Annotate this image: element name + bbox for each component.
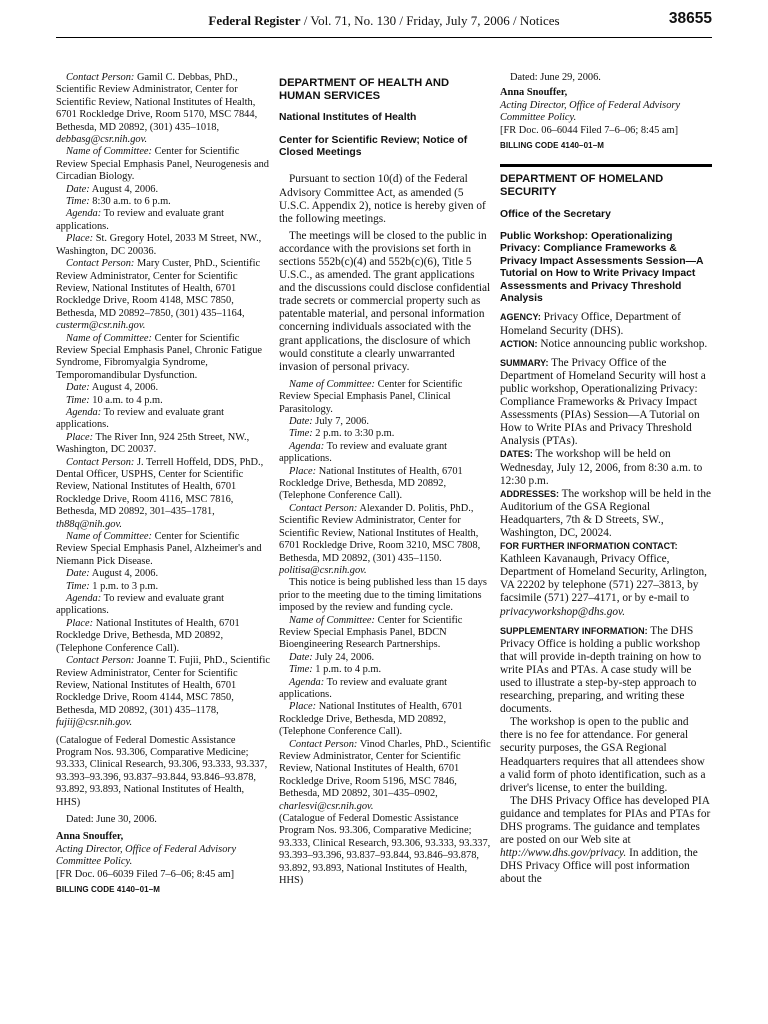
closure-paragraph: The meetings will be closed to the public in accordance with the provisions set forth in sections 552b(c)(4) and 552b(c)(6), Title 5 U.S.C., as amended. The grant applications and the discussions could disclose confidential trade secrets or commercial property such as patentable material, and personal information concerning individuals associated with the grant applications, the disclosure of which would constitute a clearly unwarranted invasion of personal privacy.: [279, 229, 491, 373]
meeting-agenda: [56, 593, 270, 618]
column-3: [500, 72, 712, 887]
addresses-text: The workshop will be held in the Auditorium of the GSA Regional Headquarters, 7th & D Streets, SW., Washington, DC, 20024.: [500, 487, 711, 539]
meeting-date: [56, 382, 270, 394]
dated-line: Dated: June 30, 2006.: [66, 813, 157, 825]
committee-name: [56, 146, 270, 183]
signer-name: Anna Snouffer,: [500, 87, 568, 99]
time-label: Time:: [66, 394, 90, 406]
further-info-text: Kathleen Kavanaugh, Privacy Office, Department of Homeland Security, Arlington, VA 22202 by telephone (571) 227–3813, by facsimile (571) 227–4171, or by e-mail to: [500, 553, 707, 605]
date-text: August 4, 2006.: [89, 382, 159, 394]
place-label: Place:: [289, 465, 317, 477]
billing-code: BILLING CODE 4140–01–M: [56, 885, 161, 894]
fr-doc-line: [FR Doc. 06–6039 Filed 7–6–06; 8:45 am]: [56, 868, 235, 880]
dated-line: Dated: June 29, 2006.: [510, 72, 601, 83]
addresses-paragraph: [500, 488, 712, 540]
contact-paragraph: [56, 258, 270, 332]
contact-text: Mary Custer, PhD., Scientific Review Administrator, Center for Scientific Review, National Institutes of Health, 6701 Rockledge Drive, Room 4148, MSC 7850, Bethesda, MD 20892–7850, (301) 435–1164,: [56, 258, 261, 319]
meeting-agenda: [279, 441, 491, 466]
committee-text: Center for Scientific Review Special Emphasis Panel, BDCN Bioengineering Research Partnerships.: [279, 614, 463, 651]
contact-text: Vinod Charles, PhD., Scientific Review Administrator, Center for Scientific Review, National Institutes of Health, 6701 Rockledge Drive, Room 5196, MSC 7846, Bethesda, MD 20892, 301–435–0902,: [279, 738, 491, 800]
place-text: National Institutes of Health, 6701 Rockledge Drive, Bethesda, MD 20892, (Telephone Conference Call).: [279, 465, 463, 502]
contact-paragraph: [279, 503, 491, 577]
privacy-web-link[interactable]: http://www.dhs.gov/privacy.: [500, 847, 627, 860]
committee-text: Center for Scientific Review Special Emphasis Panel, Chronic Fatigue Syndrome, Fibromyalgia Syndrome, Temporomandibular Dysfunction.: [56, 332, 263, 381]
time-label: Time:: [66, 196, 90, 208]
action-paragraph: [500, 338, 712, 351]
time-text: 2 p.m. to 3:30 p.m.: [312, 428, 395, 440]
date-text: July 24, 2006.: [312, 651, 375, 663]
section-divider: [500, 164, 712, 167]
intro-paragraph: Pursuant to section 10(d) of the Federal Advisory Committee Act, as amended (5 U.S.C. Appendix 2), notice is hereby given of the following meetings.: [279, 173, 486, 225]
addresses-label: ADDRESSES:: [500, 488, 560, 499]
meeting-agenda: [279, 677, 491, 702]
agenda-text: To review and evaluate grant applications.: [56, 406, 225, 431]
running-header: [56, 10, 712, 34]
date-label: Date:: [289, 416, 313, 428]
supplementary-text: The DHS Privacy Office is holding a public workshop that will provide in-depth training on how to write PIAs and PTAs. A case study will be used to illustrate a step-by-step approach to researching, preparing, and writing these documents.: [500, 624, 702, 716]
guidance-text-continued: In addition, the DHS Privacy Office will post information about the: [500, 847, 698, 886]
summary-text: The Privacy Office of the Department of Homeland Security will host a public workshop, Operationalizing Privacy: Compliance Frameworks & Privacy Impact Assessments (PIAs) Session—A Tutorial on How to Write PIAs and Privacy Threshold Analysis (PTAs).: [500, 356, 706, 448]
committee-name: [56, 333, 270, 383]
meeting-date: [279, 416, 491, 428]
place-text: The River Inn, 924 25th Street, NW., Washington, DC 20037.: [56, 431, 250, 456]
committee-label: Name of Committee:: [66, 146, 152, 158]
column-2: [279, 72, 491, 887]
place-label: Place:: [66, 233, 94, 245]
time-text: 1 p.m. to 4 p.m.: [312, 664, 382, 676]
contact-text: Alexander D. Politis, PhD., Scientific Review Administrator, Center for Scientific Review, National Institutes of Health, 6701 Rockledge Drive, Room 3210, MSC 7808, Bethesda, MD 20892, (301) 435–1150.: [279, 502, 481, 564]
committee-name: [279, 379, 491, 416]
contact-text: J. Terrell Hoffeld, DDS, PhD., Dental Officer, USPHS, Center for Scientific Review, National Institutes of Health, 6701 Rockledge Drive, Room 4116, MSC 7816, Bethesda, MD 20892, 301–435–1781,: [56, 456, 264, 518]
catalogue-note: (Catalogue of Federal Domestic Assistance Program Nos. 93.306, Comparative Medicine; 93.333, Clinical Research, 93.306, 93.333, 93.337, 93.393–93.396, 93.837–93.844, 93.846–93.878, 93.892, 93.893, National Institutes of Health, HHS): [279, 813, 491, 887]
committee-text: Center for Scientific Review Special Emphasis Panel, Alzheimer's and Niemann Pick Disease.: [56, 531, 262, 567]
agenda-label: Agenda:: [66, 406, 102, 418]
committee-text: Center for Scientific Review Special Emphasis Panel, Clinical Parasitology.: [279, 378, 463, 415]
contact-label: Contact Person:: [66, 258, 135, 270]
header-citation: Federal Register / Vol. 71, No. 130 / Friday, July 7, 2006 / Notices: [208, 13, 560, 28]
notice-title: Center for Scientific Review; Notice of Closed Meetings: [279, 134, 468, 158]
agenda-text: To review and evaluate grant applications.: [56, 208, 225, 232]
agency-label: AGENCY:: [500, 312, 541, 323]
department-heading: DEPARTMENT OF HOMELAND SECURITY: [500, 173, 664, 199]
guidance-paragraph: [500, 795, 712, 887]
meeting-place: [56, 618, 270, 655]
agenda-text: To review and evaluate grant applications.: [56, 593, 225, 617]
late-notice-paragraph: This notice is being published less than 15 days prior to the meeting due to the timing limitations imposed by the review and funding cycle.: [279, 577, 487, 614]
date-text: August 4, 2006.: [89, 183, 159, 195]
supplementary-paragraph: [500, 625, 712, 717]
summary-label: SUMMARY:: [500, 357, 549, 368]
contact-email: th88q@nih.gov.: [56, 518, 122, 530]
contact-label: Contact Person:: [289, 738, 358, 750]
place-text: National Institutes of Health, 6701 Rockledge Drive, Bethesda, MD 20892, (Telephone Conference Call).: [279, 701, 463, 738]
agenda-label: Agenda:: [289, 676, 325, 688]
agenda-label: Agenda:: [66, 593, 102, 605]
committee-name: [56, 531, 270, 568]
contact-email: fujiij@csr.nih.gov.: [56, 717, 133, 729]
catalogue-note: (Catalogue of Federal Domestic Assistance Program Nos. 93.306, Comparative Medicine; 93.333, Clinical Research, 93.306, 93.333, 93.337, 93.393–93.396, 93.837–93.844, 93.846–93.878, 93.892, 93.893, National Institutes of Health, HHS): [56, 734, 268, 808]
office-heading: Office of the Secretary: [500, 208, 611, 220]
contact-email: politisa@csr.nih.gov.: [279, 564, 367, 576]
contact-email: custerm@csr.nih.gov.: [56, 320, 146, 332]
meeting-place: [56, 233, 270, 258]
guidance-text: The DHS Privacy Office has developed PIA guidance and templates for PIAs and PTAs for DHS programs. The guidance and templates are posted on our Web site at: [500, 794, 711, 847]
page-number: 38655: [668, 10, 712, 27]
time-text: 8:30 a.m. to 6 p.m.: [89, 196, 171, 208]
place-label: Place:: [289, 701, 317, 713]
contact-label: Contact Person:: [66, 456, 135, 468]
agency-text: Privacy Office, Department of Homeland Security (DHS).: [500, 311, 681, 337]
date-label: Date:: [66, 183, 90, 195]
header-rule: [56, 37, 712, 38]
place-label: Place:: [66, 431, 94, 443]
contact-paragraph: [56, 457, 270, 531]
meeting-time: [56, 196, 270, 208]
time-label: Time:: [66, 580, 90, 592]
dates-text: The workshop will be held on Wednesday, July 12, 2006, from 8:30 a.m. to 12:30 p.m.: [500, 448, 703, 487]
agenda-label: Agenda:: [66, 208, 102, 220]
contact-email: charlesvi@csr.nih.gov.: [279, 800, 374, 812]
place-text: St. Gregory Hotel, 2033 M Street, NW., Washington, DC 20036.: [56, 233, 262, 257]
action-text: Notice announcing public workshop.: [537, 337, 708, 350]
agenda-text: To review and evaluate grant applications.: [279, 676, 448, 700]
meeting-place: [279, 701, 491, 738]
date-text: July 7, 2006.: [312, 416, 369, 428]
meeting-time: [56, 581, 270, 593]
committee-text: Center for Scientific Review Special Emphasis Panel, Neurogenesis and Circadian Biology.: [56, 146, 269, 183]
meeting-date: [56, 568, 270, 580]
date-text: August 4, 2006.: [89, 568, 159, 580]
publication-name: Federal Register: [208, 13, 301, 28]
contact-email: debbasg@csr.nih.gov.: [56, 134, 148, 146]
meeting-agenda: [56, 208, 270, 233]
contact-paragraph: [56, 655, 270, 729]
agency-paragraph: [500, 311, 712, 337]
notice-title: Public Workshop: Operationalizing Privacy: Compliance Frameworks & Privacy Impact Assessments Session—A Tutorial on How to Write Privacy Impact Assessments and Privacy Threshold Analysis: [500, 231, 704, 305]
agenda-label: Agenda:: [289, 440, 325, 452]
action-label: ACTION:: [500, 338, 538, 349]
contact-label: Contact Person:: [289, 502, 358, 514]
agenda-text: To review and evaluate grant applications.: [279, 440, 448, 465]
agency-heading: National Institutes of Health: [279, 112, 417, 124]
further-info-paragraph: [500, 540, 712, 619]
meeting-date: [279, 652, 491, 664]
time-label: Time:: [289, 664, 313, 676]
further-info-label: FOR FURTHER INFORMATION CONTACT:: [500, 541, 678, 552]
dates-paragraph: [500, 448, 712, 487]
meeting-time: [279, 664, 491, 676]
billing-code: BILLING CODE 4140–01–M: [500, 141, 605, 151]
volume-info: Vol. 71, No. 130: [310, 13, 397, 28]
signer-name: Anna Snouffer,: [56, 831, 124, 843]
supplementary-label: SUPPLEMENTARY INFORMATION:: [500, 625, 648, 636]
further-info-email: privacyworkshop@dhs.gov.: [500, 605, 626, 618]
attendance-paragraph: The workshop is open to the public and there is no fee for attendance. For general security purposes, the GSA Regional Headquarters requires that all attendees show a valid form of photo identification, such as a driver's license, to enter the building.: [500, 716, 706, 794]
issue-date: Friday, July 7, 2006: [406, 13, 510, 28]
place-label: Place:: [66, 617, 94, 629]
section-name: Notices: [519, 13, 560, 28]
contact-label: Contact Person:: [66, 655, 135, 667]
summary-paragraph: [500, 357, 712, 449]
time-text: 10 a.m. to 4 p.m.: [89, 394, 163, 406]
contact-paragraph: [279, 739, 491, 813]
date-label: Date:: [66, 382, 90, 394]
committee-label: Name of Committee:: [66, 531, 152, 543]
signer-title: Acting Director, Office of Federal Advisory Committee Policy.: [500, 99, 681, 124]
committee-label: Name of Committee:: [289, 614, 375, 626]
meeting-time: [56, 395, 270, 407]
contact-text: Gamil C. Debbas, PhD., Scientific Review Administrator, Center for Scientific Review, National Institutes of Health, 6701 Rockledge Drive, Room 5170, MSC 7844, Bethesda, MD 20892, (301) 435–1018,: [56, 72, 258, 133]
date-label: Date:: [289, 651, 313, 663]
fr-doc-line: [FR Doc. 06–6044 Filed 7–6–06; 8:45 am]: [500, 124, 679, 136]
meeting-place: [56, 432, 270, 457]
committee-label: Name of Committee:: [289, 378, 375, 390]
committee-name: [279, 615, 491, 652]
contact-paragraph: [56, 72, 270, 146]
committee-label: Name of Committee:: [66, 332, 152, 344]
dates-label: DATES:: [500, 449, 533, 460]
column-1: [56, 72, 270, 896]
contact-text: Joanne T. Fujii, PhD., Scientific Review Administrator, Center for Scientific Review, National Institutes of Health, 6701 Rockledge Drive, Room 4144, MSC 7850, Bethesda, MD 20892, (301) 435–1178,: [56, 655, 270, 716]
contact-label: Contact Person:: [66, 72, 135, 83]
place-text: National Institutes of Health, 6701 Rockledge Drive, Bethesda, MD 20892, (Telephone Conference Call).: [56, 617, 240, 654]
date-label: Date:: [66, 568, 90, 580]
meeting-place: [279, 466, 491, 503]
department-heading: DEPARTMENT OF HEALTH AND HUMAN SERVICES: [279, 77, 450, 102]
time-text: 1 p.m. to 3 p.m.: [89, 580, 159, 592]
signer-title: Acting Director, Office of Federal Advisory Committee Policy.: [56, 843, 237, 868]
meeting-date: [56, 184, 270, 196]
meeting-time: [279, 428, 491, 440]
time-label: Time:: [289, 428, 313, 440]
meeting-agenda: [56, 407, 270, 432]
